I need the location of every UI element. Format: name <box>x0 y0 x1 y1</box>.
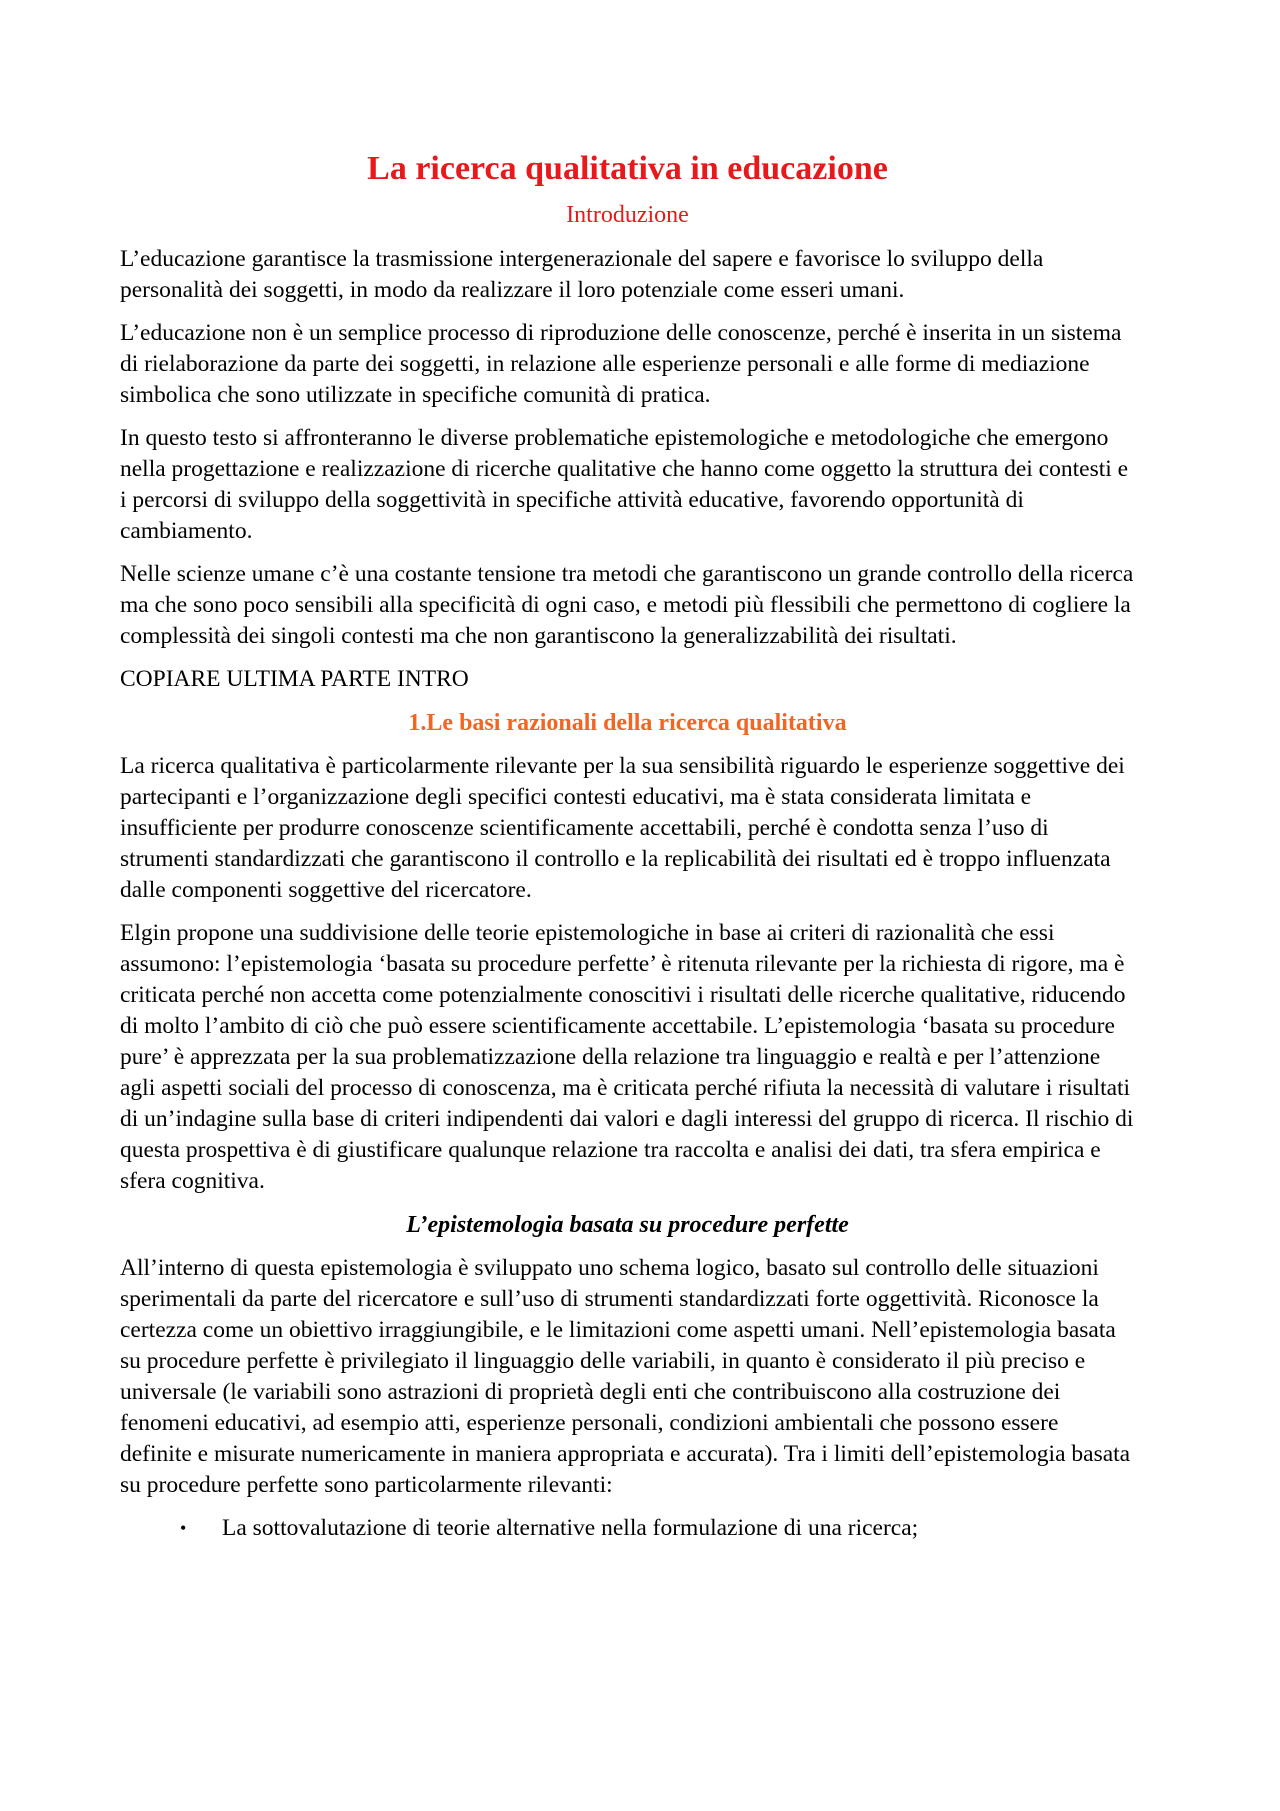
list-item-text: La sottovalutazione di teorie alternative nella formulazione di una ricerca; <box>222 1515 919 1541</box>
document-subtitle: Introduzione <box>566 202 689 228</box>
intro-paragraph-2: L’educazione non è un semplice processo di riproduzione delle conoscenze, perché è inserita in un sistema di rielaborazione da parte dei soggetti, in relazione alle esperienze personali e alle forme di mediazione simbolica che sono utilizzate in specifiche comunità di pratica. <box>120 320 1122 408</box>
bullet-icon: • <box>180 1518 187 1538</box>
intro-paragraph-1: L’educazione garantisce la trasmissione intergenerazionale del sapere e favorisce lo sviluppo della personalità dei soggetti, in modo da realizzare il loro potenziale come esseri umani. <box>120 246 1044 303</box>
list-item <box>120 1513 1135 1544</box>
limits-list <box>120 1513 1135 1544</box>
document-title: La ricerca qualitativa in educazione <box>367 150 888 187</box>
intro-paragraph-4: Nelle scienze umane c’è una costante tensione tra metodi che garantiscono un grande controllo della ricerca ma che sono poco sensibili alla specificità di ogni caso, e metodi più flessibili che permettono di cogliere la complessità dei singoli contesti ma che non garantiscono la generalizzabilità dei risultati. <box>120 561 1134 649</box>
subsection-paragraph: All’interno di questa epistemologia è sviluppato uno schema logico, basato sul controllo delle situazioni sperimentali da parte del ricercatore e sull’uso di strumenti standardizzati forte oggettività. Riconosce la certezza come un obiettivo irraggiungibile, e le limitazioni come aspetti umani. Nell’epistemologia basata su procedure perfette è privilegiato il linguaggio delle variabili, in quanto è considerato il più preciso e universale (le variabili sono astrazioni di proprietà degli enti che contribuiscono alla costruzione dei fenomeni educativi, ad esempio atti, esperienze personali, condizioni ambientali che possono essere definite e misurate numericamente in maniera appropriata e accurata). Tra i limiti dell’epistemologia basata su procedure perfette sono particolarmente rilevanti: <box>120 1255 1131 1498</box>
editor-note: COPIARE ULTIMA PARTE INTRO <box>120 666 469 692</box>
document-body <box>120 148 1135 1544</box>
section1-paragraph-1: La ricerca qualitativa è particolarmente rilevante per la sua sensibilità riguardo le esperienze soggettive dei partecipanti e l’organizzazione degli specifici contesti educativi, ma è stata considerata limitata e insufficiente per produrre conoscenze scientificamente accettabili, perché è condotta senza l’uso di strumenti standardizzati che garantiscono il controllo e la replicabilità dei risultati ed è troppo influenzata dalle componenti soggettive del ricercatore. <box>120 753 1125 903</box>
subsection-heading: L’epistemologia basata su procedure perfette <box>406 1212 849 1238</box>
intro-paragraph-3: In questo testo si affronteranno le diverse problematiche epistemologiche e metodologiche che emergono nella progettazione e realizzazione di ricerche qualitative che hanno come oggetto la struttura dei contesti e i percorsi di sviluppo della soggettività in specifiche attività educative, favorendo opportunità di cambiamento. <box>120 425 1129 544</box>
section1-paragraph-2: Elgin propone una suddivisione delle teorie epistemologiche in base ai criteri di razionalità che essi assumono: l’epistemologia ‘basata su procedure perfette’ è ritenuta rilevante per la richiesta di rigore, ma è criticata perché non accetta come potenzialmente conoscitivi i risultati delle ricerche qualitative, riducendo di molto l’ambito di ciò che può essere scientificamente accettabile. L’epistemologia ‘basata su procedure pure’ è apprezzata per la sua problematizzazione della relazione tra linguaggio e realtà e per l’attenzione agli aspetti sociali del processo di conoscenza, ma è criticata perché rifiuta la necessità di valutare i risultati di un’indagine sulla base di criteri indipendenti dai valori e dagli interessi del gruppo di ricerca. Il rischio di questa prospettiva è di giustificare qualunque relazione tra raccolta e analisi dei dati, tra sfera empirica e sfera cognitiva. <box>120 920 1134 1194</box>
section-heading-1: 1.Le basi razionali della ricerca qualitativa <box>408 710 847 736</box>
